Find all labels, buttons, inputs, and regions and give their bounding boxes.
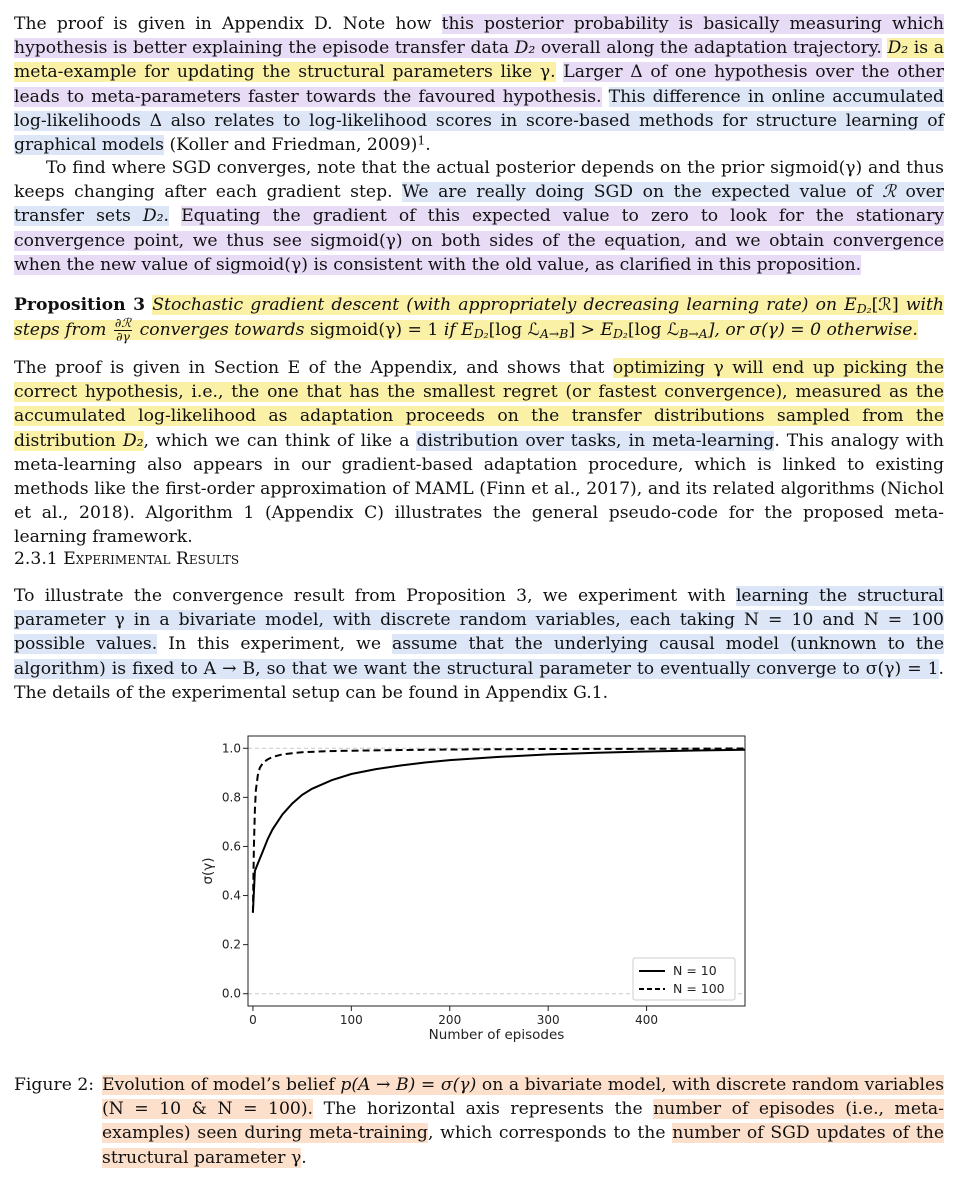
highlight-model-belief: Evolution of model’s belief p(A → B) = σ(γ) on a bivariate model, with discrete random variables (N = 10 & N = 100). <box>102 1075 945 1120</box>
proposition-label: Proposition 3 <box>14 295 146 315</box>
x-tick-label-0: 0 <box>249 1013 257 1027</box>
paragraph-proof-appendix-d: The proof is given in Appendix D. Note how this posterior probability is basically measuring which hypothesis is better explaining the episode transfer data D₂ overall along the adaptation trajectory. D₂ is a meta-example for updating the structural parameters like γ. Larger Δ of one hypothesis over the other leads to meta-parameters faster towards the favoured hypothesis. This difference in online accumulated log-likelihoods Δ also relates to log-likelihood scores in score-based methods for structure learning of graphical models (Koller and Friedman, 2009)$^1$. <box>14 14 945 156</box>
x-tick-label-4: 400 <box>635 1013 659 1027</box>
highlight-equating-gradient: Equating the gradient of this expected value to zero to look for the stationary convergence point, we thus see sigmoid(γ) on both sides of the equation, and we obtain convergence when the new value of sigmoid(γ) is consistent with the old value, as clarified in this proposition. <box>14 206 944 275</box>
highlight-larger-delta: Larger Δ of one hypothesis over the other leads to meta-parameters faster towards the favoured hypothesis. <box>14 62 944 107</box>
paragraph-sgd-convergence: To find where SGD converges, note that the actual posterior depends on the prior sigmoid(γ) and thus keeps changing after each gradient step. We are really doing SGD on the expected value of ℛ over transfer sets D₂. Equating the gradient of this expected value to zero to look for the stationary convergence point, we thus see sigmoid(γ) on both sides of the equation, and we obtain convergence when the new value of sigmoid(γ) is consistent with the old value, as clarified in this proposition. <box>14 158 944 275</box>
highlight-posterior: this posterior probability is basically measuring which hypothesis is better explaining the episode transfer data D₂ overall along the adaptation trajectory. <box>14 14 944 59</box>
highlight-sgd-updates: number of SGD updates of the structural parameter γ <box>102 1123 945 1168</box>
y-tick-label-2: 0.4 <box>221 888 241 903</box>
y-tick-label-0: 0.0 <box>221 986 241 1001</box>
footnote-marker: 1 <box>417 133 426 148</box>
highlight-structural-parameter: learning the structural parameter γ in a bivariate model, with discrete random variables, each taking N = 10 and N = 100 possible values. <box>14 586 944 655</box>
y-axis-label: σ(γ) <box>200 857 216 885</box>
y-tick-label-3: 0.6 <box>221 839 241 854</box>
fraction-dR-dgamma: $\frac{\text{∂ℛ}}{\partial\gamma}$ <box>114 316 132 344</box>
paragraph-experiment: To illustrate the convergence result from Proposition 3, we experiment with learning the structural parameter γ in a bivariate model, with discrete random variables, each taking N = 10 and N = 100 possible values. In this experiment, we assume that the underlying causal model (unknown to the algorithm) is fixed to A → B, so that we want the structural parameter to eventually converge to σ(γ) = 1. The details of the experimental setup can be found in Appendix G.1. <box>14 586 945 703</box>
convergence-line-chart <box>190 728 770 1048</box>
highlight-expected-value: We are really doing SGD on the expected value of ℛ over transfer sets D₂. <box>14 182 944 227</box>
series-line-1 <box>253 749 745 913</box>
caption-label: Figure 2: <box>14 1075 95 1095</box>
series-line-0 <box>253 750 745 913</box>
highlight-causal-model: assume that the underlying causal model (unknown to the algorithm) is fixed to A → B, so that we want the structural parameter to eventually converge to σ(γ) = 1 <box>14 634 945 679</box>
highlight-optimizing-gamma: optimizing γ will end up picking the correct hypothesis, i.e., the one that has the smallest regret (or fastest convergence), measured as the accumulated log-likelihood as adaptation proceeds on the transfer distributions sampled from the distribution D₂ <box>14 358 944 451</box>
proposition-3 <box>14 293 944 343</box>
highlight-distribution-tasks: distribution over tasks, in meta-learning <box>416 430 775 451</box>
y-tick-label-5: 1.0 <box>221 741 241 756</box>
section-number: 2.3.1 <box>14 549 58 569</box>
legend-label-1: N = 100 <box>673 981 725 996</box>
legend-label-0: N = 10 <box>673 963 717 978</box>
x-axis-label: Number of episodes <box>428 1027 565 1043</box>
x-tick-label-3: 300 <box>536 1013 560 1027</box>
section-title: Experimental Results <box>63 549 240 569</box>
y-tick-label-1: 0.2 <box>221 937 241 952</box>
y-tick-label-4: 0.8 <box>221 790 241 805</box>
highlight-log-likelihood: This difference in online accumulated log-likelihoods Δ also relates to log-likelihood scores in score-based methods for structure learning of graphical models <box>14 86 944 156</box>
figure-caption: Figure 2: Evolution of model’s belief p(A → B) = σ(γ) on a bivariate model, with discrete random variables (N = 10 & N = 100). The horizontal axis represents the number of episodes (i.e., meta-examples) seen during meta-training, which corresponds to the number of SGD updates of the structural parameter γ. <box>14 1075 945 1168</box>
section-heading <box>14 549 239 569</box>
x-tick-label-2: 200 <box>438 1013 462 1027</box>
x-tick-label-1: 100 <box>339 1013 363 1027</box>
highlight-proposition: Stochastic gradient descent (with appropriately decreasing learning rate) on $E_{D_2}[ℛ]$ with steps from $\frac{\text{∂ℛ}}{\partial\gamma}$ converges towards sigmoid(γ) = 1 if $E_{D_2}[\log$ ℒ$_{A\to B}$] > $E_{D_2}[\log$ ℒ$_{B\to A}$], or σ(γ) = 0 otherwise. <box>14 295 944 344</box>
paragraph-proof-section-e: The proof is given in Section E of the Appendix, and shows that optimizing γ will end up picking the correct hypothesis, i.e., the one that has the smallest regret (or fastest convergence), measured as the accumulated log-likelihood as adaptation proceeds on the transfer distributions sampled from the distribution D₂, which we can think of like a distribution over tasks, in meta-learning. This analogy with meta-learning also appears in our gradient-based adaptation procedure, which is linked to existing methods like the first-order approximation of MAML (Finn et al., 2017), and its related algorithms (Nichol et al., 2018). Algorithm 1 (Appendix C) illustrates the general pseudo-code for the proposed meta-learning framework. <box>14 358 945 548</box>
highlight-number-episodes: number of episodes (i.e., meta-examples) seen during meta-training <box>102 1099 944 1144</box>
highlight-meta-example: D₂ is a meta-example for updating the structural parameters like γ. <box>14 38 945 83</box>
citation-koller: (Koller and Friedman, 2009) <box>164 135 418 156</box>
